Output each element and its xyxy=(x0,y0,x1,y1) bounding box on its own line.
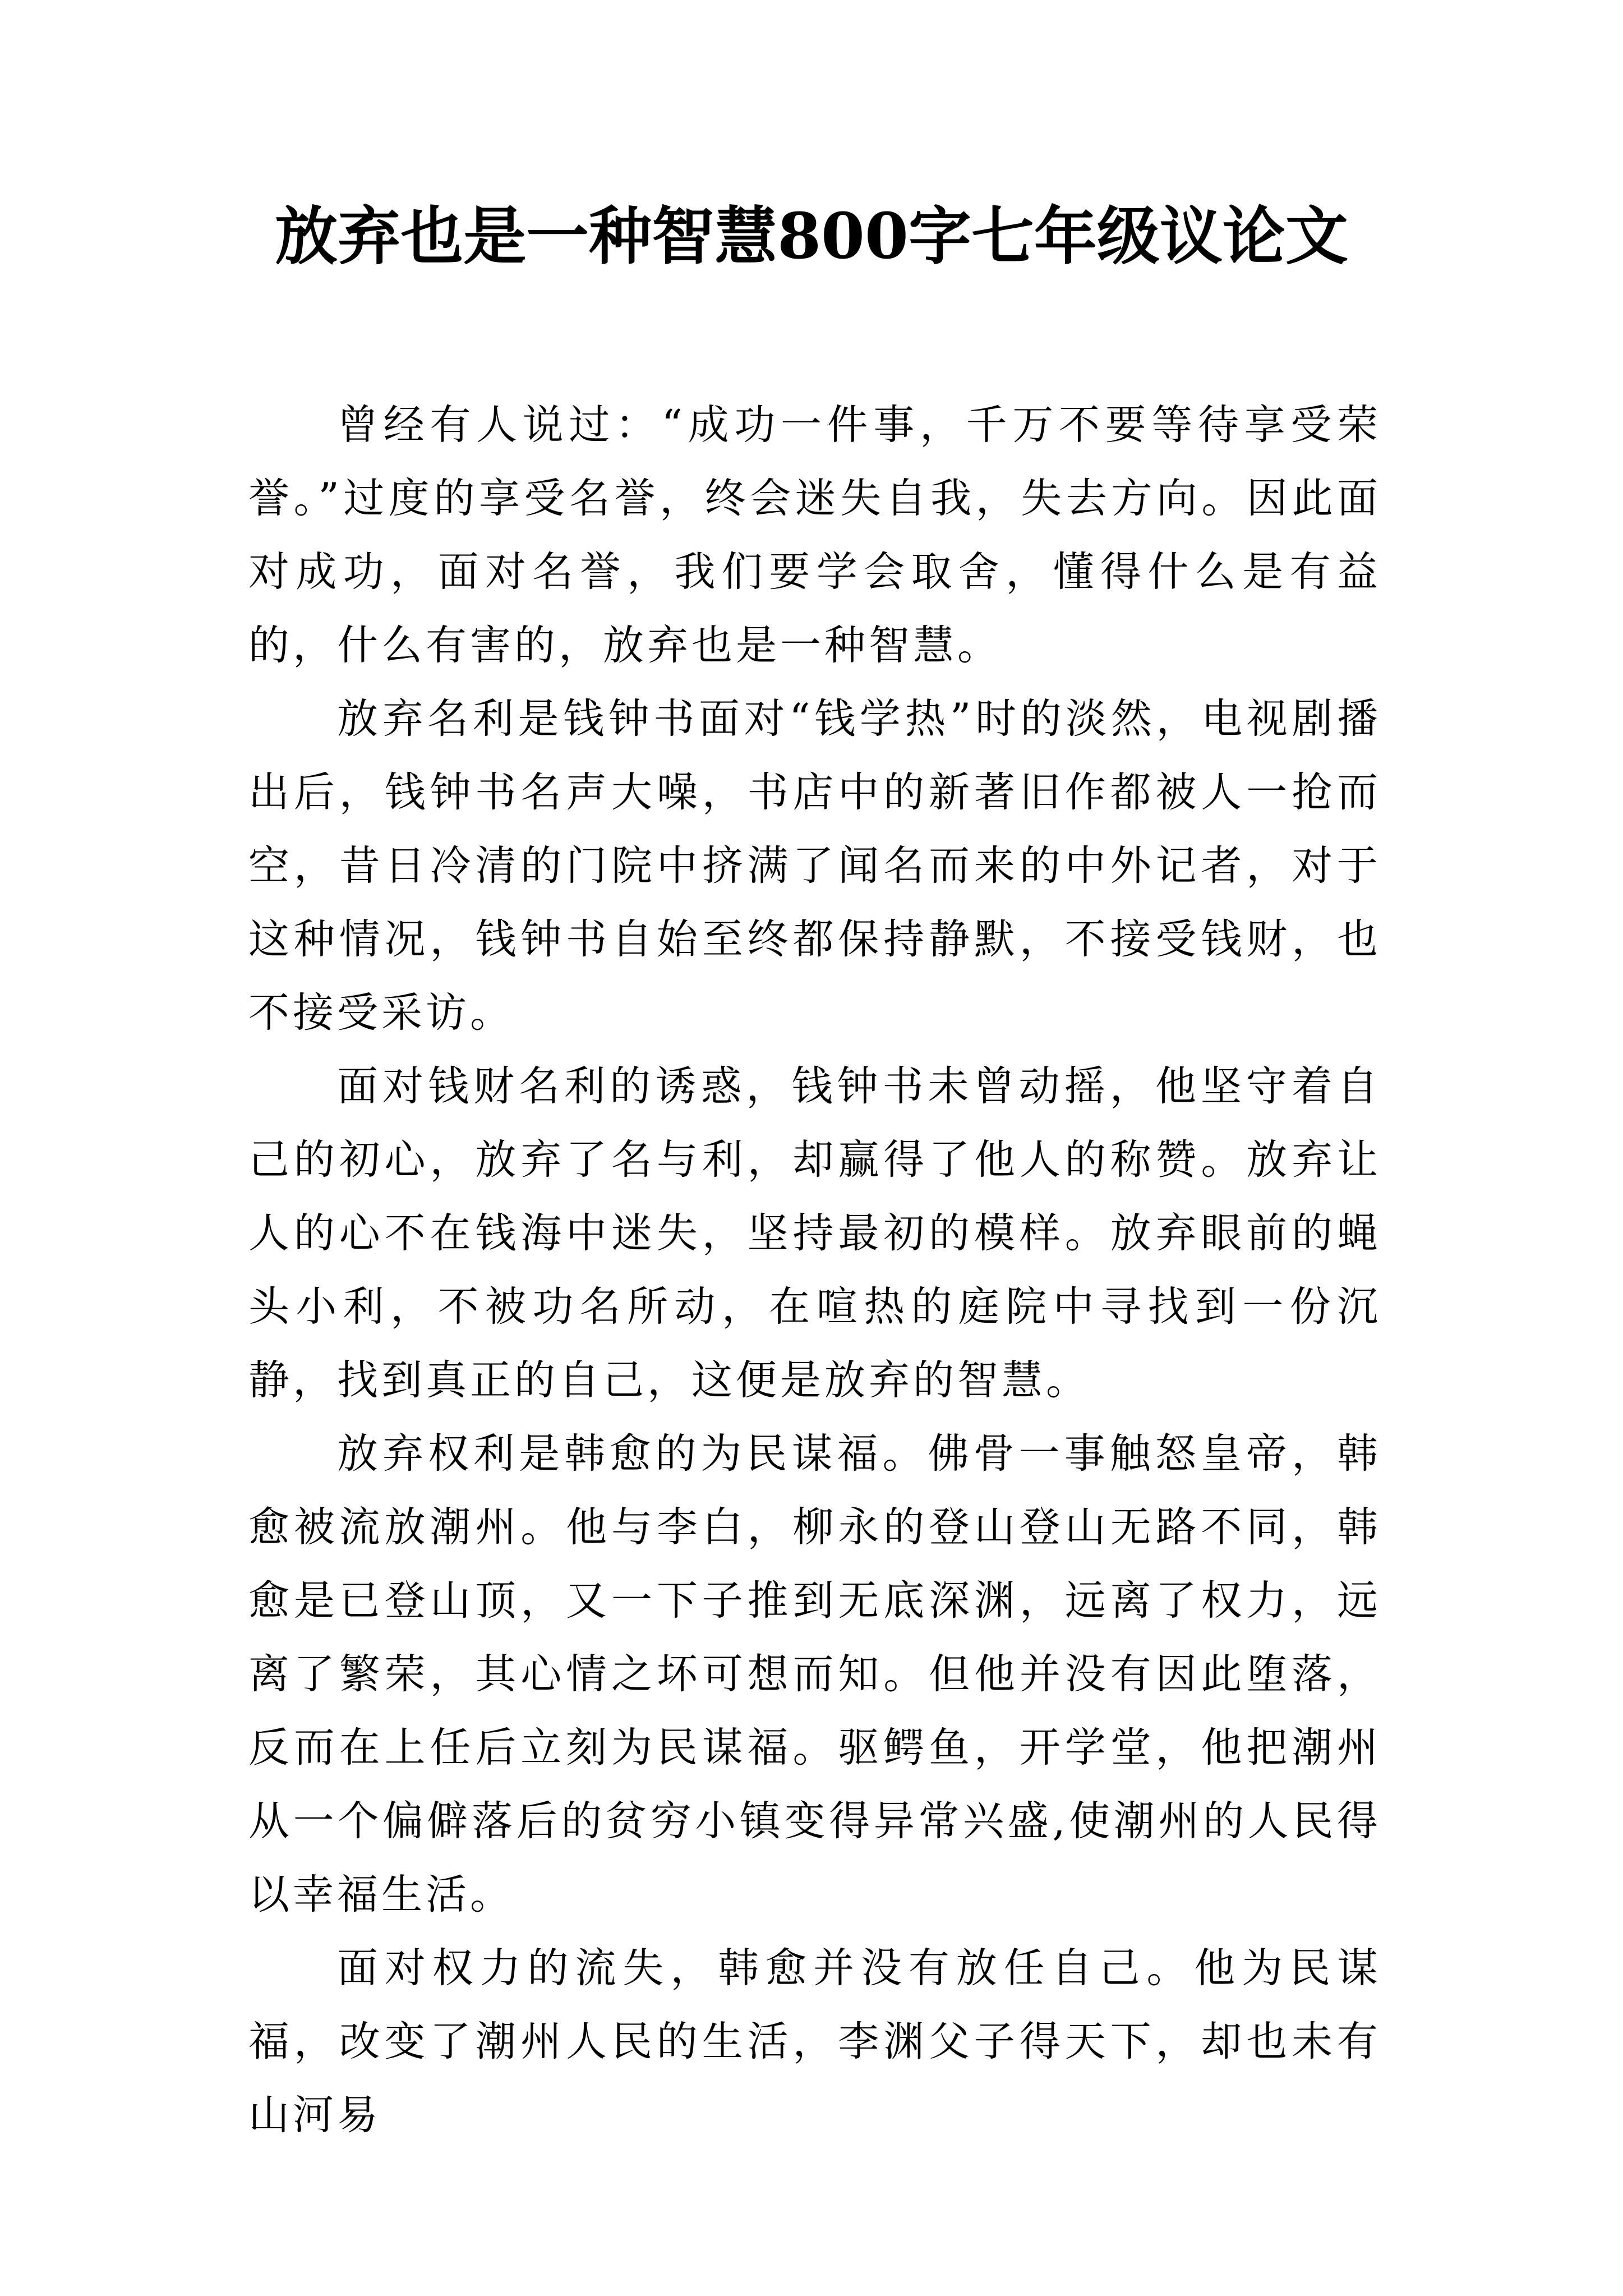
document-body xyxy=(248,388,1381,2152)
document-title: 放弃也是一种智慧800字七年级议论文 xyxy=(275,200,1348,273)
paragraph: 放弃权利是韩愈的为民谋福。佛骨一事触怒皇帝，韩愈被流放潮州。他与李白，柳永的登山登山无路不同，韩愈是已登山顶，又一下子推到无底深渊，远离了权力，远离了繁荣，其心情之坏可想而知。但他并没有因此堕落，反而在上任后立刻为民谋福。驱鳄鱼，开学堂，他把潮州从一个偏僻落后的贫穷小镇变得异常兴盛,使潮州的人民得以幸福生活。 xyxy=(248,1430,1381,1918)
paragraph: 放弃名利是钱钟书面对“钱学热”时的淡然，电视剧播出后，钱钟书名声大噪，书店中的新著旧作都被人一抢而空，昔日冷清的门院中挤满了闻名而来的中外记者，对于这种情况，钱钟书自始至终都保持静默，不接受钱财，也不接受采访。 xyxy=(248,695,1381,1037)
paragraph: 面对钱财名利的诱惑，钱钟书未曾动摇，他坚守着自己的初心，放弃了名与利，却赢得了他人的称赞。放弃让人的心不在钱海中迷失，坚持最初的模样。放弃眼前的蝇头小利，不被功名所动，在喧热的庭院中寻找到一份沉静，找到真正的自己，这便是放弃的智慧。 xyxy=(248,1062,1381,1404)
paragraph: 面对权力的流失，韩愈并没有放任自己。他为民谋福，改变了潮州人民的生活，李渊父子得天下，却也未有山河易 xyxy=(248,1944,1381,2139)
paragraph: 曾经有人说过：“成功一件事，千万不要等待享受荣誉。”过度的享受名誉，终会迷失自我，失去方向。因此面对成功，面对名誉，我们要学会取舍，懂得什么是有益的，什么有害的，放弃也是一种智慧。 xyxy=(248,401,1381,669)
